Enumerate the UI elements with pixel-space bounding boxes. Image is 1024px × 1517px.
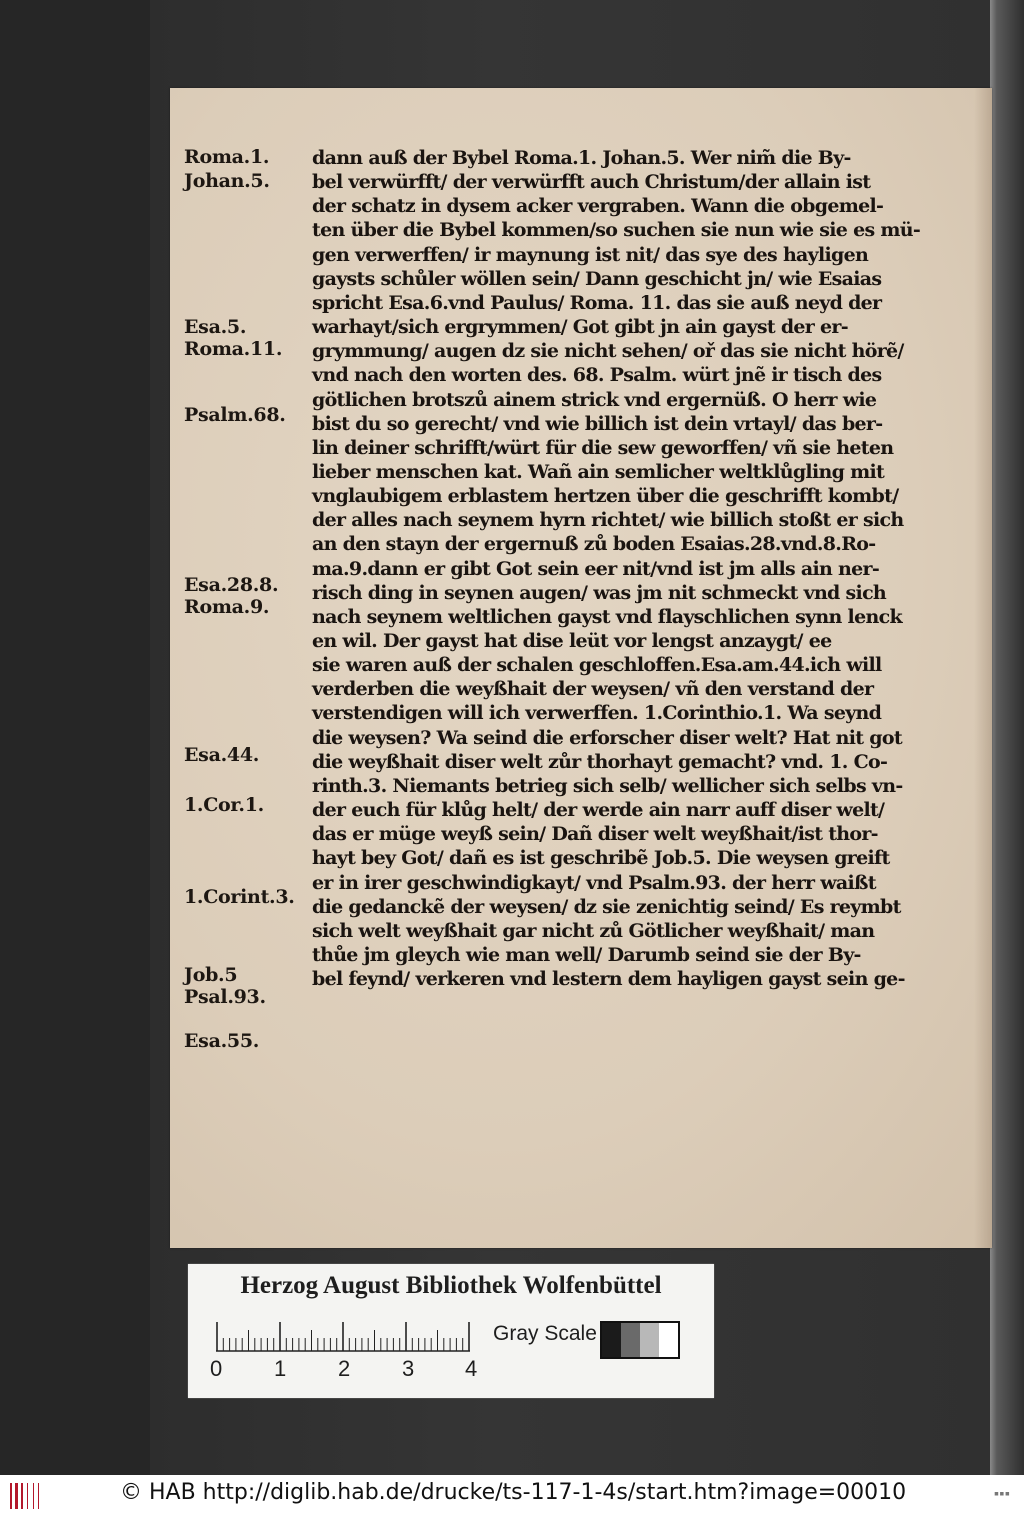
grayscale-cell xyxy=(640,1323,659,1357)
margin-note: Roma.1. xyxy=(184,146,270,168)
text-line: verderben die weyßhait der weysen/ vñ den verstand der xyxy=(312,678,874,701)
book-page xyxy=(170,88,992,1248)
text-line: hayt bey Got/ dañ es ist geschribẽ Job.5. Die weysen greift xyxy=(312,847,890,870)
grayscale-label: Gray Scale xyxy=(493,1322,597,1345)
text-line: der alles nach seynem hyrn richtet/ wie billich stoßt er sich xyxy=(312,509,904,532)
text-line: dann auß der Bybel Roma.1. Johan.5. Wer nim̃ die By- xyxy=(312,147,851,169)
hab-barcode-logo-icon xyxy=(10,1481,46,1511)
margin-note: Roma.9. xyxy=(184,596,270,618)
text-line: bel feynd/ verkeren vnd lestern dem hayligen gayst sein ge- xyxy=(312,968,905,991)
margin-note: Psal.93. xyxy=(184,986,266,1008)
text-line: risch ding in seynen augen/ was jm nit schmeckt vnd sich xyxy=(312,581,887,604)
text-line: an den stayn der ergernuß zů boden Esaias.28.vnd.8.Ro- xyxy=(312,533,876,556)
text-line: die weysen? Wa seind die erforscher diser welt? Hat nit got xyxy=(312,726,902,749)
text-line: rinth.3. Niemants betrieg sich selb/ wellicher sich selbs vn- xyxy=(312,774,903,797)
footer-mark: ▪▪▪ xyxy=(993,1489,1010,1499)
margin-note: 1.Corint.3. xyxy=(184,886,295,908)
scale-tick-label: 0 xyxy=(210,1356,223,1381)
grayscale-swatch xyxy=(600,1321,680,1359)
text-line: lieber menschen kat. Wañ ain semlicher weltklůgling mit xyxy=(312,460,885,483)
text-line: ten über die Bybel kommen/so suchen sie nun wie sie es mü- xyxy=(312,219,921,242)
margin-note: 1.Cor.1. xyxy=(184,794,264,816)
footer-bar xyxy=(0,1475,1024,1517)
text-line: warhayt/sich ergrymmen/ Got gibt jn ain gayst der er- xyxy=(312,316,848,338)
text-line: sich welt weyßhait gar nicht zů Götlicher weyßhait/ man xyxy=(312,919,875,942)
text-line: ma.9.dann er gibt Got sein eer nit/vnd ist jm alls ain ner- xyxy=(312,557,880,580)
text-line: nach seynem weltlichen gayst vnd flayschlichen synn lenck xyxy=(312,605,902,628)
copyright-url[interactable]: © HAB http://diglib.hab.de/drucke/ts-117-1-4s/start.htm?image=00010 xyxy=(120,1480,907,1505)
text-line: der euch für klůg helt/ der werde ain narr auff diser welt/ xyxy=(312,799,885,821)
text-line: bel verwürfft/ der verwürfft auch Christum/der allain ist xyxy=(312,171,871,194)
margin-note: Esa.28.8. xyxy=(184,574,279,596)
text-line: das er müge weyß sein/ Dañ diser welt weyßhait/ist thor- xyxy=(312,823,878,846)
text-line: vnd nach den worten des. 68. Psalm. würt jnẽ ir tisch des xyxy=(312,364,882,387)
scale-tick-label: 1 xyxy=(274,1356,287,1381)
margin-note: Esa.44. xyxy=(184,744,260,766)
text-line: er in irer geschwindigkayt/ vnd Psalm.93. der herr waißt xyxy=(312,871,876,894)
text-line: verstendigen will ich verwerffen. 1.Corinthio.1. Wa seynd xyxy=(312,702,882,725)
grayscale-cell xyxy=(602,1323,621,1357)
margin-note: Psalm.68. xyxy=(184,404,286,426)
right-edge-strip xyxy=(990,0,1024,1475)
text-line: der schatz in dysem acker vergraben. Wann die obgemel- xyxy=(312,195,884,218)
ruler-scale xyxy=(216,1320,470,1352)
text-line: gen verwerffen/ ir maynung ist nit/ das sye des hayligen xyxy=(312,243,869,266)
margin-note: Johan.5. xyxy=(184,170,270,192)
text-line: grymmung/ augen dz sie nicht sehen/ oř das sie nicht hörẽ/ xyxy=(312,340,904,363)
text-line: die gedanckẽ der weysen/ dz sie zenichtig seind/ Es reymbt xyxy=(312,895,901,918)
text-line: bist du so gerecht/ vnd wie billich ist dein vrtayl/ das ber- xyxy=(312,412,883,435)
grayscale-cell xyxy=(659,1323,678,1357)
library-title: Herzog August Bibliothek Wolfenbüttel xyxy=(240,1272,662,1299)
scale-tick-label: 4 xyxy=(465,1356,478,1381)
page-edge-shadow xyxy=(974,88,992,1248)
scale-tick-label: 2 xyxy=(338,1356,351,1381)
reference-card xyxy=(188,1264,714,1398)
margin-note: Roma.11. xyxy=(184,338,283,360)
grayscale-cell xyxy=(621,1323,640,1357)
text-line: vnglaubigem erblastem hertzen über die geschrifft kombt/ xyxy=(312,485,899,508)
text-line: gaysts schůler wöllen sein/ Dann geschicht jn/ wie Esaias xyxy=(312,267,882,290)
text-line: en wil. Der gayst hat dise leüt vor lengst anzaygt/ ee xyxy=(312,630,832,652)
margin-note: Esa.55. xyxy=(184,1030,260,1052)
text-line: lin deiner schrifft/würt für die sew geworffen/ vñ sie heten xyxy=(312,436,894,459)
text-line: sie waren auß der schalen geschloffen.Esa.am.44.ich will xyxy=(312,654,882,677)
text-line: spricht Esa.6.vnd Paulus/ Roma. 11. das sie auß neyd der xyxy=(312,291,882,314)
margin-note: Job.5 xyxy=(184,964,238,986)
text-line: thůe jm gleych wie man well/ Darumb seind sie der By- xyxy=(312,943,861,966)
text-line: die weyßhait diser welt zůr thorhayt gemacht? vnd. 1. Co- xyxy=(312,750,888,773)
scale-tick-label: 3 xyxy=(402,1356,415,1381)
margin-note: Esa.5. xyxy=(184,316,247,338)
text-line: götlichen brotszů ainem strick vnd ergernüß. O herr wie xyxy=(312,388,877,411)
